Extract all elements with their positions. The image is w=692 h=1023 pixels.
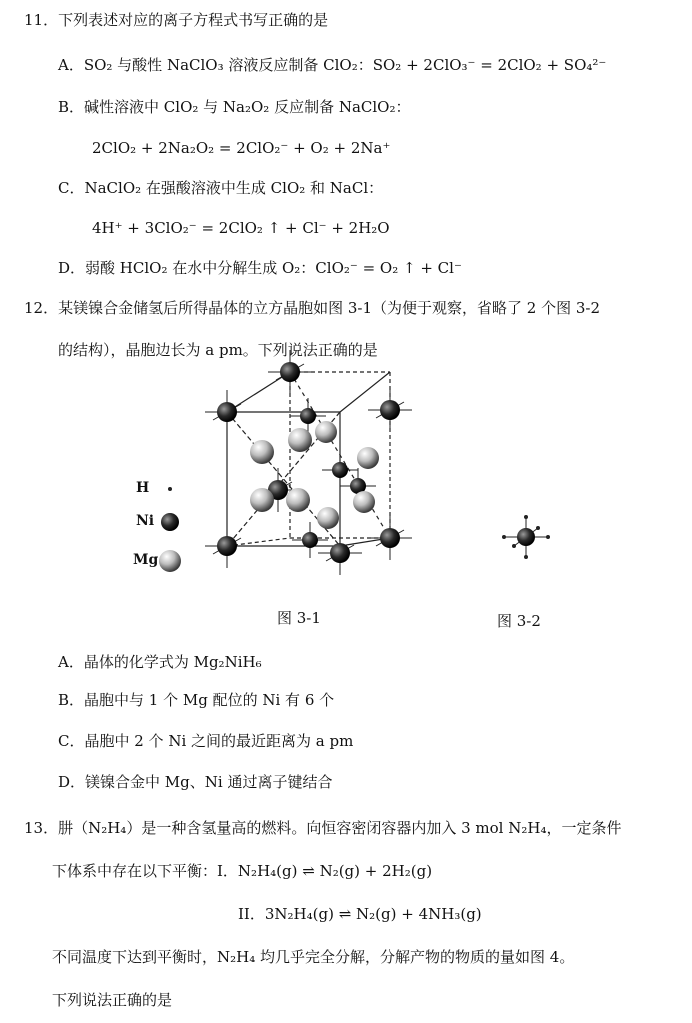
q11-option-a: A．SO₂ 与酸性 NaClO₃ 溶液反应制备 ClO₂：SO₂ + 2ClO₃⁻ = 2ClO₂ + SO₄²⁻ <box>58 56 607 74</box>
q12-option-c: C．晶胞中 2 个 Ni 之间的最近距离为 a pm <box>58 732 354 750</box>
q11-option-d: D．弱酸 HClO₂ 在水中分解生成 O₂：ClO₂⁻ = O₂ ↑ + Cl⁻ <box>58 259 462 277</box>
q13-equation-ii: II．3N₂H₄(g) ⇌ N₂(g) + 4NH₃(g) <box>238 905 482 923</box>
figure-3-2-octahedron <box>502 515 550 559</box>
q12-option-b: B．晶胞中与 1 个 Mg 配位的 Ni 有 6 个 <box>58 691 335 709</box>
legend-h-label: H <box>136 480 150 496</box>
q13-stem-line1: 13．肼（N₂H₄）是一种含氢量高的燃料。向恒容密闭容器内加入 3 mol N₂H₄，一定条件 <box>24 819 622 837</box>
q11-option-c: C．NaClO₂ 在强酸溶液中生成 ClO₂ 和 NaCl： <box>58 179 384 197</box>
q12-option-a: A．晶体的化学式为 Mg₂NiH₆ <box>58 653 262 671</box>
q11-option-c-equation: 4H⁺ + 3ClO₂⁻ = 2ClO₂ ↑ + Cl⁻ + 2H₂O <box>92 219 390 237</box>
q11-option-b: B．碱性溶液中 ClO₂ 与 Na₂O₂ 反应制备 NaClO₂： <box>58 98 411 116</box>
q12-option-d: D．镁镍合金中 Mg、Ni 通过离子键结合 <box>58 773 333 791</box>
legend-ni-symbol <box>161 513 179 531</box>
figure-3-1-caption: 图 3-1 <box>277 609 321 627</box>
legend-mg-symbol <box>159 550 181 572</box>
figure-3-2-caption: 图 3-2 <box>497 612 541 630</box>
q13-stem-line3: 不同温度下达到平衡时，N₂H₄ 均几乎完全分解，分解产物的物质的量如图 4。 <box>52 948 575 966</box>
legend-h-symbol <box>168 487 172 491</box>
q12-stem-line1: 12．某镁镍合金储氢后所得晶体的立方晶胞如图 3-1（为便于观察，省略了 2 个图 3-2 <box>24 299 601 317</box>
legend-ni-label: Ni <box>136 513 155 529</box>
ni-centers <box>205 350 412 575</box>
q11-option-b-equation: 2ClO₂ + 2Na₂O₂ = 2ClO₂⁻ + O₂ + 2Na⁺ <box>92 139 391 157</box>
q13-stem-line4: 下列说法正确的是 <box>52 991 173 1009</box>
q13-stem-line2: 下体系中存在以下平衡：I．N₂H₄(g) ⇌ N₂(g) + 2H₂(g) <box>52 862 433 880</box>
q11-stem: 11．下列表述对应的离子方程式书写正确的是 <box>24 11 329 29</box>
legend-mg-label: Mg <box>133 552 159 568</box>
q12-stem-line2: 的结构），晶胞边长为 a pm。下列说法正确的是 <box>58 341 378 359</box>
mg-atoms <box>250 421 379 529</box>
